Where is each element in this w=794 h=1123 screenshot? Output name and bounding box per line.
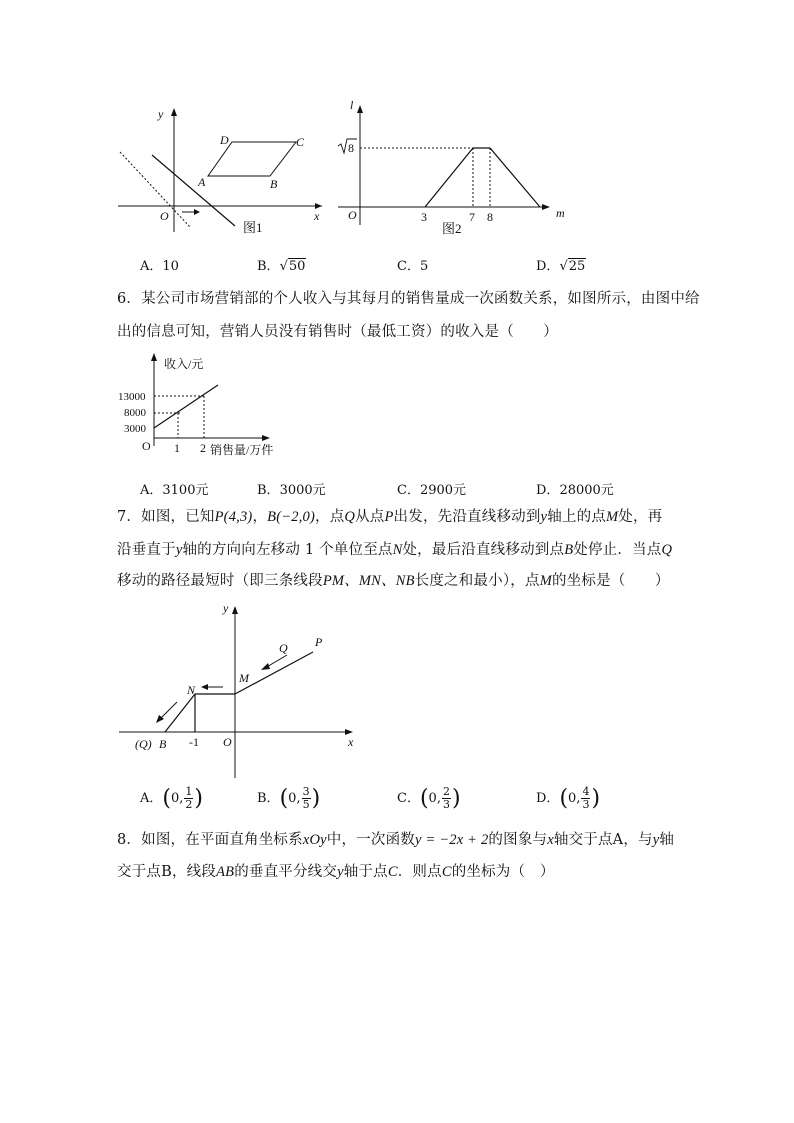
q6-origin: O bbox=[142, 439, 151, 453]
text: 移动的路径最短时（即三条线段 bbox=[117, 573, 323, 589]
numerator: 2 bbox=[442, 785, 450, 798]
q7-point-n: N bbox=[187, 683, 196, 697]
q5-figure-2 bbox=[330, 95, 570, 240]
q7-point-p: P bbox=[315, 635, 323, 649]
option-letter: C． bbox=[397, 483, 420, 498]
right-paren-icon: ) bbox=[451, 786, 461, 811]
math-n: N bbox=[392, 542, 403, 558]
option-value: 3000元 bbox=[279, 483, 326, 498]
text: 7．如图，已知 bbox=[117, 509, 215, 525]
fraction bbox=[184, 786, 193, 811]
math-xoy: xOy bbox=[302, 832, 327, 848]
denominator: 3 bbox=[442, 798, 450, 811]
text: ， bbox=[252, 509, 268, 525]
q7-point-q: Q bbox=[279, 641, 288, 655]
q7-option-c[interactable] bbox=[397, 786, 461, 811]
coord-x: 0, bbox=[170, 791, 184, 806]
q7-figure bbox=[115, 598, 365, 783]
fig2-caption: 图2 bbox=[442, 221, 462, 236]
math-p: P(4,3) bbox=[214, 509, 253, 525]
fig1-y-label: y bbox=[158, 107, 164, 121]
math-b: B(−2,0) bbox=[267, 509, 315, 525]
option-letter: B． bbox=[257, 259, 280, 274]
option-value: 10 bbox=[162, 259, 179, 274]
q6-option-c[interactable] bbox=[397, 479, 466, 498]
text: 的垂直平分线交 bbox=[234, 864, 338, 880]
option-letter: C． bbox=[397, 259, 420, 274]
q6-line-1: 6．某公司市场营销部的个人收入与其每月的销售量成一次函数关系，如图所示，由图中给 bbox=[117, 291, 700, 307]
q5-option-b[interactable] bbox=[257, 255, 306, 274]
left-paren-icon: ( bbox=[419, 786, 429, 811]
math-ab: AB bbox=[216, 864, 235, 880]
q8-line-2 bbox=[117, 864, 555, 881]
q7-neg1: -1 bbox=[189, 735, 199, 749]
sqrt-icon: √ bbox=[559, 259, 568, 274]
q7-x-label: x bbox=[348, 735, 354, 749]
q5-figure-1 bbox=[110, 100, 330, 240]
fig1-x-label: x bbox=[314, 209, 320, 223]
text: 轴的方向向左移动 1 个单位至点 bbox=[182, 542, 393, 558]
coord-x: 0, bbox=[288, 791, 301, 806]
fig1-caption: 图1 bbox=[243, 220, 263, 235]
text: 处，最后沿直线移动到点 bbox=[402, 542, 565, 558]
option-letter: C． bbox=[397, 791, 420, 806]
option-letter: A． bbox=[140, 259, 163, 274]
fig2-x-tick-7: 7 bbox=[469, 210, 475, 224]
text: 的图象与 bbox=[488, 832, 548, 848]
denominator: 2 bbox=[185, 798, 193, 811]
math-m: M bbox=[539, 573, 552, 589]
option-value: 5 bbox=[419, 259, 429, 274]
fig2-x-label: m bbox=[556, 206, 565, 220]
q7-point-b: B bbox=[159, 737, 167, 751]
q7-line-3 bbox=[117, 573, 670, 590]
q6-y-tick-13000: 13000 bbox=[118, 391, 146, 403]
option-letter: D． bbox=[536, 483, 560, 498]
q6-y-label: 收入/元 bbox=[164, 357, 204, 371]
text: 沿垂直于 bbox=[117, 542, 176, 558]
q6-option-d[interactable] bbox=[536, 479, 614, 498]
q7-option-b[interactable] bbox=[257, 786, 320, 811]
option-letter: D． bbox=[536, 791, 560, 806]
sqrt-icon: √ bbox=[279, 259, 288, 274]
q6-line-2: 出的信息可知，营销人员没有销售时（最低工资）的收入是（ ） bbox=[117, 324, 558, 340]
math-q: Q bbox=[344, 509, 356, 525]
denominator: 3 bbox=[582, 798, 590, 811]
fig2-x-tick-3: 3 bbox=[421, 210, 427, 224]
fig2-origin: O bbox=[348, 208, 357, 222]
q6-option-a[interactable] bbox=[140, 479, 208, 498]
denominator: 5 bbox=[302, 798, 310, 811]
math-y: y bbox=[175, 542, 183, 558]
fraction bbox=[442, 786, 451, 811]
q7-line-2 bbox=[117, 542, 672, 559]
option-letter: B． bbox=[257, 483, 280, 498]
numerator: 3 bbox=[302, 785, 310, 798]
math-b: B bbox=[564, 542, 574, 558]
option-value: 2900元 bbox=[419, 483, 467, 498]
fig1-point-c: C bbox=[296, 135, 305, 149]
coord-x: 0, bbox=[568, 791, 581, 806]
q7-line-1 bbox=[117, 509, 662, 526]
left-paren-icon: ( bbox=[559, 786, 569, 811]
left-paren-icon: ( bbox=[279, 786, 289, 811]
q6-x-label: 销售量/万件 bbox=[210, 443, 274, 457]
q5-option-a[interactable] bbox=[140, 255, 179, 274]
option-value: 28000元 bbox=[559, 483, 614, 498]
text: 长度之和最小），点 bbox=[414, 573, 540, 589]
math-y: y bbox=[652, 832, 660, 848]
text: 的坐标为（ ） bbox=[451, 864, 555, 880]
math-c: C bbox=[441, 864, 452, 880]
math-x: x bbox=[547, 832, 554, 848]
numerator: 1 bbox=[185, 785, 193, 798]
q6-chart bbox=[118, 350, 298, 462]
text: 出发，先沿直线移动到 bbox=[393, 509, 541, 525]
text: ，点 bbox=[315, 509, 345, 525]
q6-y-tick-3000: 3000 bbox=[124, 423, 146, 435]
q7-point-qb: (Q) bbox=[135, 737, 152, 751]
fig2-x-tick-8: 8 bbox=[487, 210, 493, 224]
right-paren-icon: ) bbox=[591, 786, 601, 811]
math-p: P bbox=[384, 509, 394, 525]
fig2-y-label: l bbox=[350, 98, 354, 112]
math-y: y bbox=[540, 509, 548, 525]
q7-option-a[interactable] bbox=[140, 786, 203, 811]
q7-point-m: M bbox=[239, 671, 249, 685]
fig1-point-a: A bbox=[198, 175, 206, 189]
fig1-origin: O bbox=[160, 209, 169, 223]
fraction bbox=[581, 786, 590, 811]
option-letter: A． bbox=[140, 791, 163, 806]
coord-x: 0, bbox=[428, 791, 441, 806]
q7-origin: O bbox=[223, 735, 232, 749]
q7-option-d[interactable] bbox=[536, 786, 600, 811]
math-q: Q bbox=[661, 542, 673, 558]
text: 轴交于点A，与 bbox=[553, 832, 653, 848]
right-paren-icon: ) bbox=[311, 786, 321, 811]
text: 轴于点 bbox=[343, 864, 388, 880]
right-paren-icon: ) bbox=[194, 786, 203, 811]
option-letter: B． bbox=[257, 791, 280, 806]
option-value: 50 bbox=[288, 259, 306, 274]
option-letter: A． bbox=[140, 483, 163, 498]
math-m: M bbox=[606, 509, 619, 525]
math-segments: PM、MN、NB bbox=[322, 573, 415, 589]
left-paren-icon: ( bbox=[162, 786, 171, 811]
q5-option-d[interactable] bbox=[536, 255, 586, 274]
text: 中，一次函数 bbox=[326, 832, 415, 848]
text: 的坐标是（ ） bbox=[551, 573, 670, 589]
q6-option-b[interactable] bbox=[257, 479, 326, 498]
math-c: C bbox=[387, 864, 398, 880]
q5-option-c[interactable] bbox=[397, 255, 428, 274]
text: 处停止．当点 bbox=[573, 542, 662, 558]
q7-y-label: y bbox=[223, 601, 229, 615]
fig1-point-d: D bbox=[220, 133, 229, 147]
text: 从点 bbox=[355, 509, 385, 525]
q8-line-1 bbox=[117, 832, 674, 849]
fig2-y-tick: 8 bbox=[348, 141, 354, 155]
fig1-point-b: B bbox=[270, 177, 278, 191]
fraction bbox=[302, 786, 311, 811]
option-value: 25 bbox=[568, 259, 586, 274]
text: 8．如图，在平面直角坐标系 bbox=[117, 832, 303, 848]
text: 轴 bbox=[659, 832, 675, 848]
text: 交于点B，线段 bbox=[117, 864, 217, 880]
text: ．则点 bbox=[397, 864, 442, 880]
text: 处，再 bbox=[618, 509, 663, 525]
q6-y-tick-8000: 8000 bbox=[124, 407, 146, 419]
math-y: y bbox=[337, 864, 344, 880]
option-letter: D． bbox=[536, 259, 560, 274]
math-equation: y = −2x + 2 bbox=[414, 832, 489, 848]
text: 轴上的点 bbox=[547, 509, 606, 525]
q6-x-tick-1: 1 bbox=[174, 441, 180, 455]
q6-x-tick-2: 2 bbox=[200, 441, 206, 455]
numerator: 4 bbox=[582, 785, 590, 798]
option-value: 3100元 bbox=[162, 483, 209, 498]
